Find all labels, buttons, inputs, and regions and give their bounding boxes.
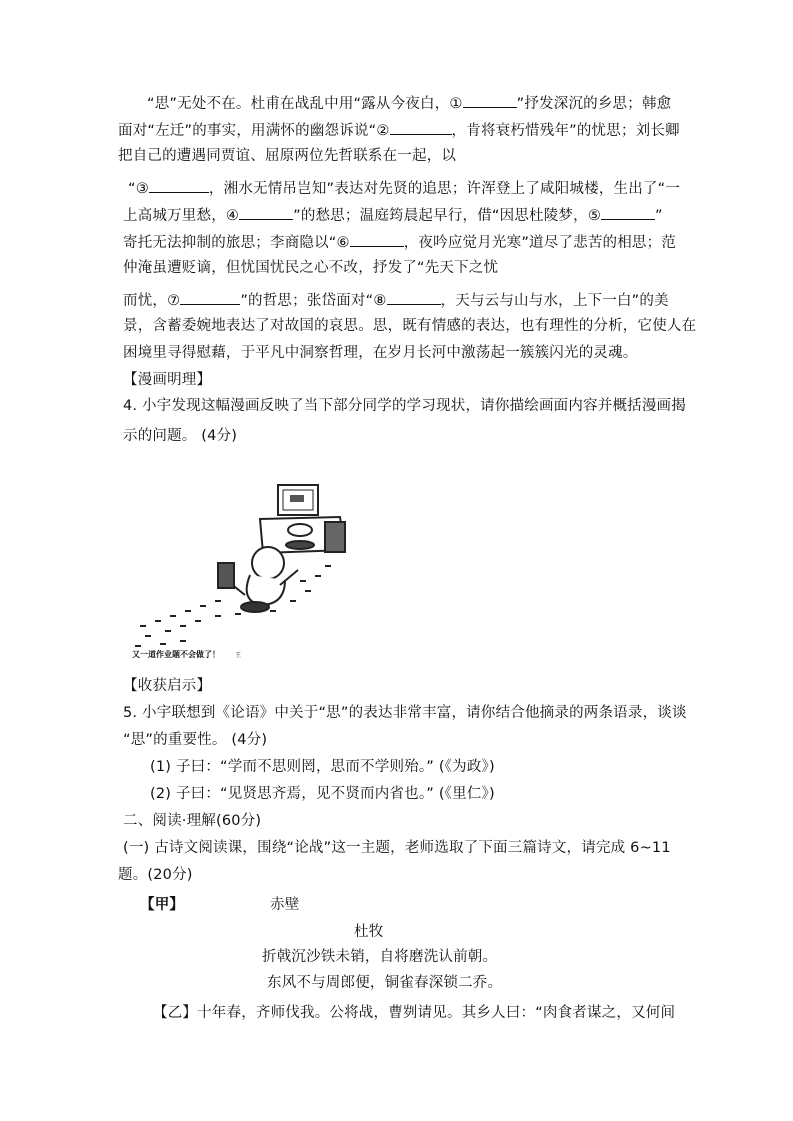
text: ，肯将衰朽惜残年”的忧思；刘长卿 [451,123,680,139]
part-2-1-line-1: (一) 古诗文阅读课，围绕“论战”这一主题，老师选取了下面三篇诗文，请完成 6~11 [123,840,671,856]
blank-7[interactable] [180,290,240,305]
passage-line-6 [123,232,676,252]
passage-line-1 [147,93,671,113]
text: ，天与云与山与水，上下一白”的美 [440,293,669,309]
section-heading-cartoon: 【漫画明理】 [123,372,212,388]
question-5-line-1: 5. 小宇联想到《论语》中关于“思”的表达非常丰富，请你结合他摘录的两条语录，谈谈 [123,705,687,721]
passage-line-8 [123,290,669,310]
part-2-heading: 二、阅读·理解(60分) [123,813,262,829]
passage-line-2 [118,120,680,140]
blank-4[interactable] [239,205,293,220]
poem-line-2: 东风不与周郎便，铜雀春深锁二乔。 [267,975,503,991]
poem-label: 【甲】 [140,897,185,913]
poem-author: 杜牧 [354,924,384,940]
cartoon-caption: 又一道作业题不会做了！ [132,650,220,659]
question-4-line-2: 示的问题。 (4分) [123,428,238,444]
text: ” [655,208,663,224]
text: 寄托无法抑制的旅思；李商隐以“⑥ [123,235,350,251]
section-heading-harvest: 【收获启示】 [123,678,212,694]
text: 上高城万里愁，④ [123,208,240,224]
text: ”的愁思；温庭筠晨起早行，借“因思杜陵梦，⑤ [293,208,602,224]
text: ”的哲思；张岱面对“⑧ [240,293,387,309]
quote-1: (1) 子曰：“学而不思则罔，思而不学则殆。” (《为政》) [150,759,495,775]
passage-line-10: 困境里寻得慰藉，于平凡中洞察哲理，在岁月长河中激荡起一簇簇闪光的灵魂。 [123,345,638,361]
question-4-line-1: 4. 小宇发现这幅漫画反映了当下部分同学的学习现状，请你描绘画面内容并概括漫画揭 [123,398,686,414]
passage-line-7: 仲淹虽遭贬谪，但忧国忧民之心不改，抒发了“先天下之忧 [123,260,499,276]
passage-line-3: 把自己的遭遇同贾谊、屈原两位先哲联系在一起，以 [118,148,457,164]
text: ，夜吟应觉月光寒”道尽了悲苦的相思；范 [403,235,677,251]
cartoon-signature: 王 [235,652,242,659]
text: ，湘水无情吊岂知”表达对先贤的追思；许浑登上了咸阳城楼，生出了“一 [208,181,681,197]
cartoon-image [120,475,410,665]
quote-2: (2) 子曰：“见贤思齐焉，见不贤而内省也。” (《里仁》) [150,786,495,802]
poem-title: 赤壁 [270,897,300,913]
blank-6[interactable] [350,232,404,247]
question-5-line-2: “思”的重要性。 (4分) [123,732,268,748]
passage-line-4 [128,178,680,198]
text: “思”无处不在。杜甫在战乱中用“露从今夜白，① [147,96,463,112]
passage-yi-line-1: 【乙】十年春，齐师伐我。公将战，曹刿请见。其乡人曰：“肉食者谋之，又何间 [153,1005,676,1021]
blank-1[interactable] [463,93,517,108]
text: 面对“左迁”的事实，用满怀的幽怨诉说“② [118,123,390,139]
text: “③ [128,181,149,197]
passage-line-5 [123,205,663,225]
blank-3[interactable] [149,178,209,193]
poem-line-1: 折戟沉沙铁未销，自将磨洗认前朝。 [262,949,498,965]
text: ”抒发深沉的乡思；韩愈 [516,96,672,112]
blank-8[interactable] [387,290,441,305]
blank-5[interactable] [601,205,655,220]
passage-line-9: 景，含蓄委婉地表达了对故国的哀思。思，既有情感的表达，也有理性的分析，它使人在 [123,318,697,334]
text: 而忧，⑦ [123,293,181,309]
part-2-1-line-2: 题。(20分) [118,867,193,883]
blank-2[interactable] [390,120,452,135]
